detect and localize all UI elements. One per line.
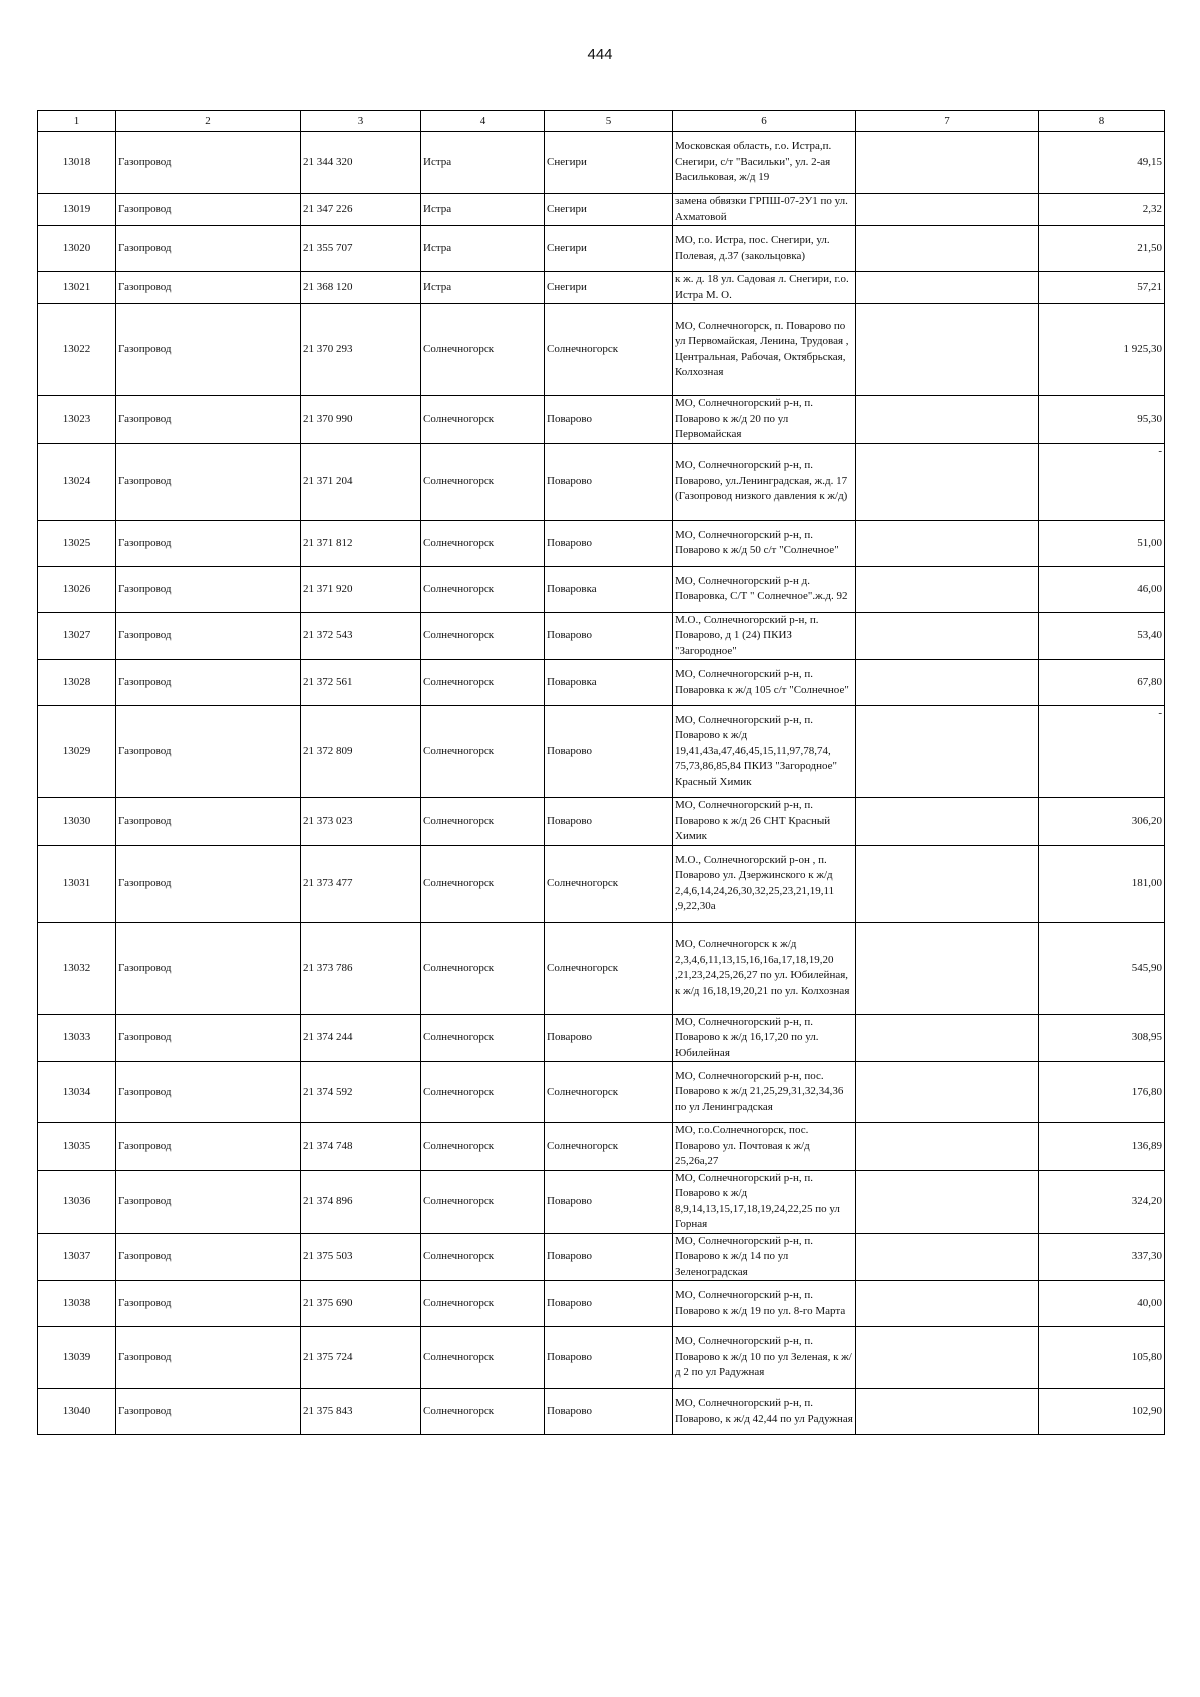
object-code: 21 375 503 (301, 1233, 421, 1281)
table-row (38, 1281, 1165, 1327)
object-type: Газопровод (116, 1123, 301, 1171)
district-name: Солнечногорск (421, 660, 545, 706)
table-row (38, 612, 1165, 660)
table-row (38, 566, 1165, 612)
locality-name: Снегири (545, 226, 673, 272)
column-7-cell (856, 1014, 1039, 1062)
table-row (38, 706, 1165, 798)
object-code: 21 375 690 (301, 1281, 421, 1327)
locality-name: Поварово (545, 1014, 673, 1062)
object-length: - (1039, 706, 1165, 798)
column-7-cell (856, 520, 1039, 566)
object-type: Газопровод (116, 132, 301, 194)
object-length: 21,50 (1039, 226, 1165, 272)
row-number: 13019 (38, 194, 116, 226)
object-type: Газопровод (116, 1281, 301, 1327)
row-number: 13027 (38, 612, 116, 660)
object-type: Газопровод (116, 520, 301, 566)
object-address: МО, г.о.Солнечногорск, пос. Поварово ул. Почтовая к ж/д 25,26а,27 (673, 1123, 856, 1171)
object-type: Газопровод (116, 845, 301, 922)
object-code: 21 372 809 (301, 706, 421, 798)
object-type: Газопровод (116, 706, 301, 798)
object-code: 21 372 543 (301, 612, 421, 660)
district-name: Солнечногорск (421, 1389, 545, 1435)
column-7-cell (856, 1170, 1039, 1233)
locality-name: Поваровка (545, 660, 673, 706)
row-number: 13039 (38, 1327, 116, 1389)
column-7-cell (856, 1233, 1039, 1281)
district-name: Солнечногорск (421, 1170, 545, 1233)
table-row (38, 304, 1165, 396)
district-name: Солнечногорск (421, 1062, 545, 1123)
row-number: 13030 (38, 798, 116, 846)
column-7-cell (856, 660, 1039, 706)
object-code: 21 374 896 (301, 1170, 421, 1233)
object-type: Газопровод (116, 396, 301, 444)
object-address: МО, Солнечногорский р-н, п. Поваровка к ж/д 105 с/т "Солнечное" (673, 660, 856, 706)
locality-name: Поварово (545, 1389, 673, 1435)
object-type: Газопровод (116, 660, 301, 706)
column-7-cell (856, 132, 1039, 194)
object-type: Газопровод (116, 226, 301, 272)
district-name: Солнечногорск (421, 396, 545, 444)
table-row (38, 194, 1165, 226)
table-row (38, 1327, 1165, 1389)
district-name: Солнечногорск (421, 304, 545, 396)
object-length: 545,90 (1039, 922, 1165, 1014)
registry-table (37, 110, 1165, 1435)
locality-name: Солнечногорск (545, 1123, 673, 1171)
object-code: 21 374 748 (301, 1123, 421, 1171)
object-code: 21 370 293 (301, 304, 421, 396)
object-length: 49,15 (1039, 132, 1165, 194)
object-address: МО, Солнечногорский р-н, п. Поварово, ул.Ленинградская, ж.д. 17 (Газопровод низкого давления к ж/д) (673, 443, 856, 520)
table-row (38, 520, 1165, 566)
column-7-cell (856, 194, 1039, 226)
object-length: 105,80 (1039, 1327, 1165, 1389)
object-type: Газопровод (116, 194, 301, 226)
column-7-cell (856, 612, 1039, 660)
column-7-cell (856, 1389, 1039, 1435)
object-address: МО, г.о. Истра, пос. Снегири, ул. Полевая, д.37 (закольцовка) (673, 226, 856, 272)
object-type: Газопровод (116, 1062, 301, 1123)
table-row (38, 845, 1165, 922)
object-type: Газопровод (116, 612, 301, 660)
object-code: 21 372 561 (301, 660, 421, 706)
column-7-cell (856, 922, 1039, 1014)
district-name: Солнечногорск (421, 520, 545, 566)
column-header: 8 (1039, 111, 1165, 132)
locality-name: Солнечногорск (545, 304, 673, 396)
object-address: МО, Солнечногорский р-н, п. Поварово, к ж/д 42,44 по ул Радужная (673, 1389, 856, 1435)
table-row (38, 1233, 1165, 1281)
object-address: МО, Солнечногорский р-н д. Поваровка, С/Т " Солнечное".ж.д. 92 (673, 566, 856, 612)
table-row (38, 396, 1165, 444)
column-7-cell (856, 1123, 1039, 1171)
object-length: 57,21 (1039, 272, 1165, 304)
table-row (38, 798, 1165, 846)
column-7-cell (856, 1327, 1039, 1389)
object-code: 21 374 592 (301, 1062, 421, 1123)
column-header: 4 (421, 111, 545, 132)
row-number: 13028 (38, 660, 116, 706)
object-type: Газопровод (116, 1170, 301, 1233)
object-code: 21 371 812 (301, 520, 421, 566)
row-number: 13024 (38, 443, 116, 520)
object-code: 21 371 204 (301, 443, 421, 520)
object-length: 102,90 (1039, 1389, 1165, 1435)
district-name: Солнечногорск (421, 845, 545, 922)
object-address: МО, Солнечногорск, п. Поварово по ул Первомайская, Ленина, Трудовая , Центральная, Рабочая, Октябрьская, Колхозная (673, 304, 856, 396)
district-name: Солнечногорск (421, 566, 545, 612)
locality-name: Солнечногорск (545, 922, 673, 1014)
column-7-cell (856, 396, 1039, 444)
object-length: 2,32 (1039, 194, 1165, 226)
object-type: Газопровод (116, 304, 301, 396)
locality-name: Поварово (545, 1170, 673, 1233)
district-name: Солнечногорск (421, 922, 545, 1014)
object-address: МО, Солнечногорский р-н, п. Поварово к ж/д 50 с/т "Солнечное" (673, 520, 856, 566)
object-address: МО, Солнечногорский р-н, п. Поварово к ж/д 19 по ул. 8-го Марта (673, 1281, 856, 1327)
column-7-cell (856, 226, 1039, 272)
row-number: 13022 (38, 304, 116, 396)
column-7-cell (856, 798, 1039, 846)
object-length: 46,00 (1039, 566, 1165, 612)
district-name: Солнечногорск (421, 1014, 545, 1062)
object-length: 176,80 (1039, 1062, 1165, 1123)
object-length: 95,30 (1039, 396, 1165, 444)
row-number: 13040 (38, 1389, 116, 1435)
column-7-cell (856, 566, 1039, 612)
object-address: МО, Солнечногорский р-н, п. Поварово к ж/д 14 по ул Зеленоградская (673, 1233, 856, 1281)
object-code: 21 373 023 (301, 798, 421, 846)
object-code: 21 370 990 (301, 396, 421, 444)
column-7-cell (856, 272, 1039, 304)
object-length: 181,00 (1039, 845, 1165, 922)
object-type: Газопровод (116, 566, 301, 612)
table-body (38, 132, 1165, 1435)
column-header: 3 (301, 111, 421, 132)
row-number: 13018 (38, 132, 116, 194)
locality-name: Снегири (545, 272, 673, 304)
object-code: 21 375 843 (301, 1389, 421, 1435)
column-7-cell (856, 1062, 1039, 1123)
district-name: Солнечногорск (421, 798, 545, 846)
object-length: 308,95 (1039, 1014, 1165, 1062)
row-number: 13036 (38, 1170, 116, 1233)
district-name: Истра (421, 226, 545, 272)
object-code: 21 373 477 (301, 845, 421, 922)
column-header: 1 (38, 111, 116, 132)
row-number: 13025 (38, 520, 116, 566)
column-header: 5 (545, 111, 673, 132)
table-row (38, 132, 1165, 194)
district-name: Истра (421, 272, 545, 304)
table-row (38, 1389, 1165, 1435)
locality-name: Поварово (545, 1281, 673, 1327)
object-address: Московская область, г.о. Истра,п. Снегири, с/т "Васильки", ул. 2-ая Васильковая, ж/д 19 (673, 132, 856, 194)
object-address: МО, Солнечногорский р-н, п. Поварово к ж/д 20 по ул Первомайская (673, 396, 856, 444)
object-address: МО, Солнечногорский р-н, п. Поварово к ж/д 16,17,20 по ул. Юбилейная (673, 1014, 856, 1062)
object-length: 40,00 (1039, 1281, 1165, 1327)
district-name: Солнечногорск (421, 443, 545, 520)
row-number: 13020 (38, 226, 116, 272)
object-type: Газопровод (116, 1233, 301, 1281)
row-number: 13032 (38, 922, 116, 1014)
object-address: МО, Солнечногорский р-н, пос. Поварово к ж/д 21,25,29,31,32,34,36 по ул Ленинградская (673, 1062, 856, 1123)
locality-name: Поварово (545, 798, 673, 846)
object-address: МО, Солнечногорский р-н, п. Поварово к ж/д 8,9,14,13,15,17,18,19,24,22,25 по ул Горная (673, 1170, 856, 1233)
locality-name: Поварово (545, 1327, 673, 1389)
column-7-cell (856, 304, 1039, 396)
locality-name: Поварово (545, 1233, 673, 1281)
object-type: Газопровод (116, 922, 301, 1014)
table-row (38, 226, 1165, 272)
district-name: Солнечногорск (421, 612, 545, 660)
object-length: 136,89 (1039, 1123, 1165, 1171)
object-type: Газопровод (116, 272, 301, 304)
locality-name: Солнечногорск (545, 845, 673, 922)
table-row (38, 443, 1165, 520)
district-name: Солнечногорск (421, 1233, 545, 1281)
object-length: 337,30 (1039, 1233, 1165, 1281)
row-number: 13021 (38, 272, 116, 304)
row-number: 13038 (38, 1281, 116, 1327)
object-code: 21 371 920 (301, 566, 421, 612)
row-number: 13029 (38, 706, 116, 798)
column-header: 7 (856, 111, 1039, 132)
locality-name: Снегири (545, 132, 673, 194)
table-row (38, 922, 1165, 1014)
object-address: М.О., Солнечногорский р-н, п. Поварово, д 1 (24) ПКИЗ "Загородное" (673, 612, 856, 660)
locality-name: Поваровка (545, 566, 673, 612)
object-length: 53,40 (1039, 612, 1165, 660)
district-name: Солнечногорск (421, 1327, 545, 1389)
object-length: 1 925,30 (1039, 304, 1165, 396)
object-code: 21 373 786 (301, 922, 421, 1014)
object-type: Газопровод (116, 1389, 301, 1435)
object-address: МО, Солнечногорск к ж/д 2,3,4,6,11,13,15,16,16а,17,18,19,20 ,21,23,24,25,26,27 по ул. Юбилейная, к ж/д 16,18,19,20,21 по ул. Колхозная (673, 922, 856, 1014)
row-number: 13035 (38, 1123, 116, 1171)
column-7-cell (856, 443, 1039, 520)
object-address: МО, Солнечногорский р-н, п. Поварово к ж/д 26 СНТ Красный Химик (673, 798, 856, 846)
column-header: 6 (673, 111, 856, 132)
object-address: к ж. д. 18 ул. Садовая л. Снегири, г.о. Истра М. О. (673, 272, 856, 304)
row-number: 13033 (38, 1014, 116, 1062)
object-type: Газопровод (116, 1014, 301, 1062)
column-header: 2 (116, 111, 301, 132)
object-length: 324,20 (1039, 1170, 1165, 1233)
column-7-cell (856, 1281, 1039, 1327)
row-number: 13037 (38, 1233, 116, 1281)
locality-name: Солнечногорск (545, 1062, 673, 1123)
locality-name: Поварово (545, 612, 673, 660)
column-7-cell (856, 706, 1039, 798)
object-address: МО, Солнечногорский р-н, п. Поварово к ж/д 10 по ул Зеленая, к ж/д 2 по ул Радужная (673, 1327, 856, 1389)
locality-name: Поварово (545, 520, 673, 566)
page-number: 444 (587, 46, 613, 63)
locality-name: Поварово (545, 443, 673, 520)
district-name: Солнечногорск (421, 1123, 545, 1171)
row-number: 13023 (38, 396, 116, 444)
object-code: 21 355 707 (301, 226, 421, 272)
table-row (38, 1014, 1165, 1062)
district-name: Солнечногорск (421, 706, 545, 798)
object-address: МО, Солнечногорский р-н, п. Поварово к ж/д 19,41,43а,47,46,45,15,11,97,78,74, 75,73,86,85,84 ПКИЗ "Загородное" Красный Химик (673, 706, 856, 798)
district-name: Истра (421, 194, 545, 226)
object-address: М.О., Солнечногорский р-он , п. Поварово ул. Дзержинского к ж/д 2,4,6,14,24,26,30,32,25,23,21,19,11 ,9,22,30а (673, 845, 856, 922)
row-number: 13034 (38, 1062, 116, 1123)
locality-name: Поварово (545, 396, 673, 444)
district-name: Истра (421, 132, 545, 194)
locality-name: Снегири (545, 194, 673, 226)
object-length: 67,80 (1039, 660, 1165, 706)
table-row (38, 1123, 1165, 1171)
header-row (38, 111, 1165, 132)
object-length: 306,20 (1039, 798, 1165, 846)
row-number: 13026 (38, 566, 116, 612)
district-name: Солнечногорск (421, 1281, 545, 1327)
table-row (38, 272, 1165, 304)
object-length: - (1039, 443, 1165, 520)
row-number: 13031 (38, 845, 116, 922)
object-type: Газопровод (116, 1327, 301, 1389)
object-code: 21 374 244 (301, 1014, 421, 1062)
object-type: Газопровод (116, 798, 301, 846)
object-code: 21 347 226 (301, 194, 421, 226)
column-7-cell (856, 845, 1039, 922)
table-row (38, 1170, 1165, 1233)
table-row (38, 660, 1165, 706)
object-type: Газопровод (116, 443, 301, 520)
table-row (38, 1062, 1165, 1123)
object-code: 21 344 320 (301, 132, 421, 194)
object-code: 21 375 724 (301, 1327, 421, 1389)
object-address: замена обвязки ГРПШ-07-2У1 по ул. Ахматовой (673, 194, 856, 226)
locality-name: Поварово (545, 706, 673, 798)
object-length: 51,00 (1039, 520, 1165, 566)
object-code: 21 368 120 (301, 272, 421, 304)
